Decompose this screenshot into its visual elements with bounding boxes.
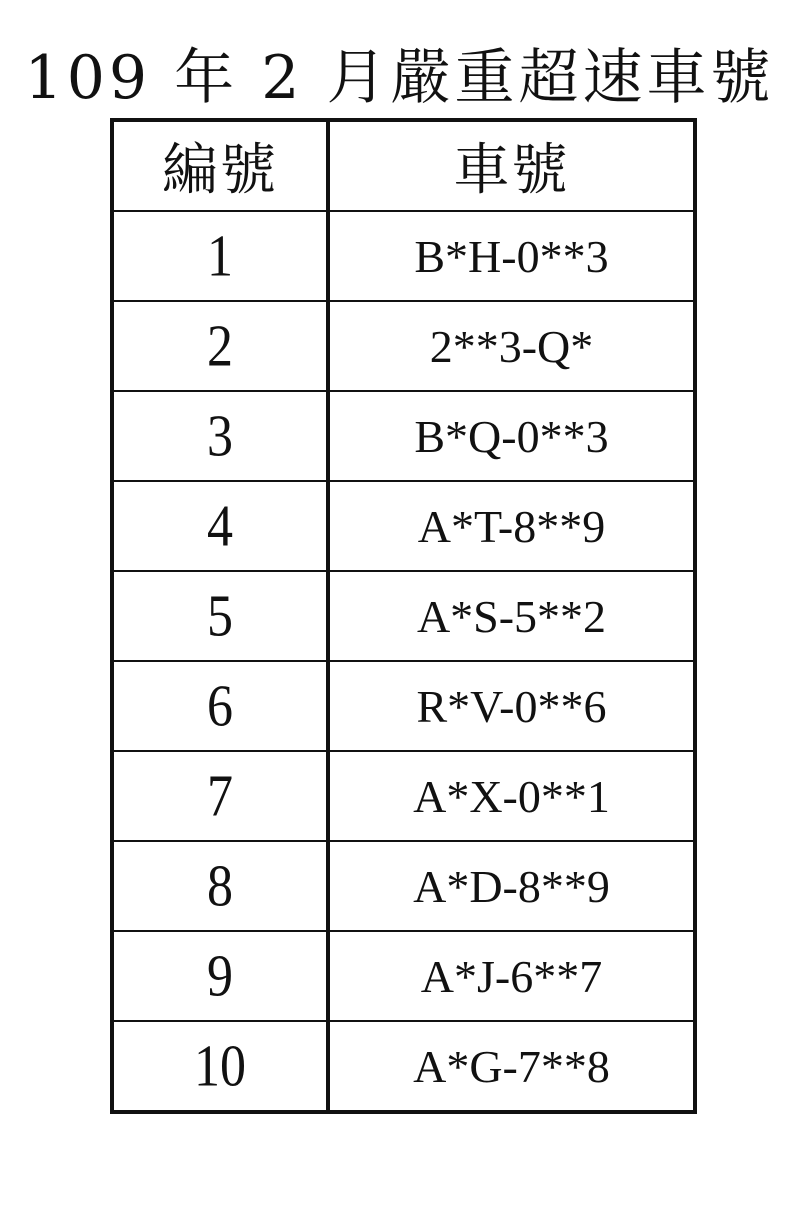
row-number-cell: 3 (112, 384, 328, 488)
table-row (112, 571, 695, 661)
plate-number-cell: A*G-7**8 (328, 1021, 695, 1112)
plate-number-cell: B*H-0**3 (328, 211, 695, 301)
plate-number-cell: A*T-8**9 (328, 481, 695, 571)
table-row (112, 931, 695, 1021)
speeding-plates-table (110, 118, 697, 1114)
table-row (112, 391, 695, 481)
column-header-plate: 車號 (328, 120, 695, 211)
row-number-cell: 9 (112, 924, 328, 1028)
table-row (112, 661, 695, 751)
table-row (112, 841, 695, 931)
table-row (112, 211, 695, 301)
plate-number-cell: B*Q-0**3 (328, 391, 695, 481)
plate-number-cell: A*D-8**9 (328, 841, 695, 931)
row-number-cell: 4 (112, 474, 328, 578)
row-number-cell: 8 (112, 834, 328, 938)
table-row (112, 481, 695, 571)
row-number-cell: 7 (112, 744, 328, 848)
row-number-cell: 5 (112, 564, 328, 668)
table-header-row (112, 120, 695, 211)
plate-number-cell: A*X-0**1 (328, 751, 695, 841)
table-row (112, 301, 695, 391)
page-title: 109 年 2 月嚴重超速車號 (24, 43, 775, 113)
plate-number-cell: A*J-6**7 (328, 931, 695, 1021)
plate-number-cell: 2**3-Q* (328, 301, 695, 391)
table-row (112, 751, 695, 841)
plate-number-cell: R*V-0**6 (328, 661, 695, 751)
row-number-cell: 10 (112, 1014, 328, 1119)
column-header-number: 編號 (112, 120, 328, 211)
row-number-cell: 1 (112, 204, 328, 308)
row-number-cell: 2 (112, 294, 328, 398)
plate-number-cell: A*S-5**2 (328, 571, 695, 661)
row-number-cell: 6 (112, 654, 328, 758)
table-row (112, 1021, 695, 1112)
